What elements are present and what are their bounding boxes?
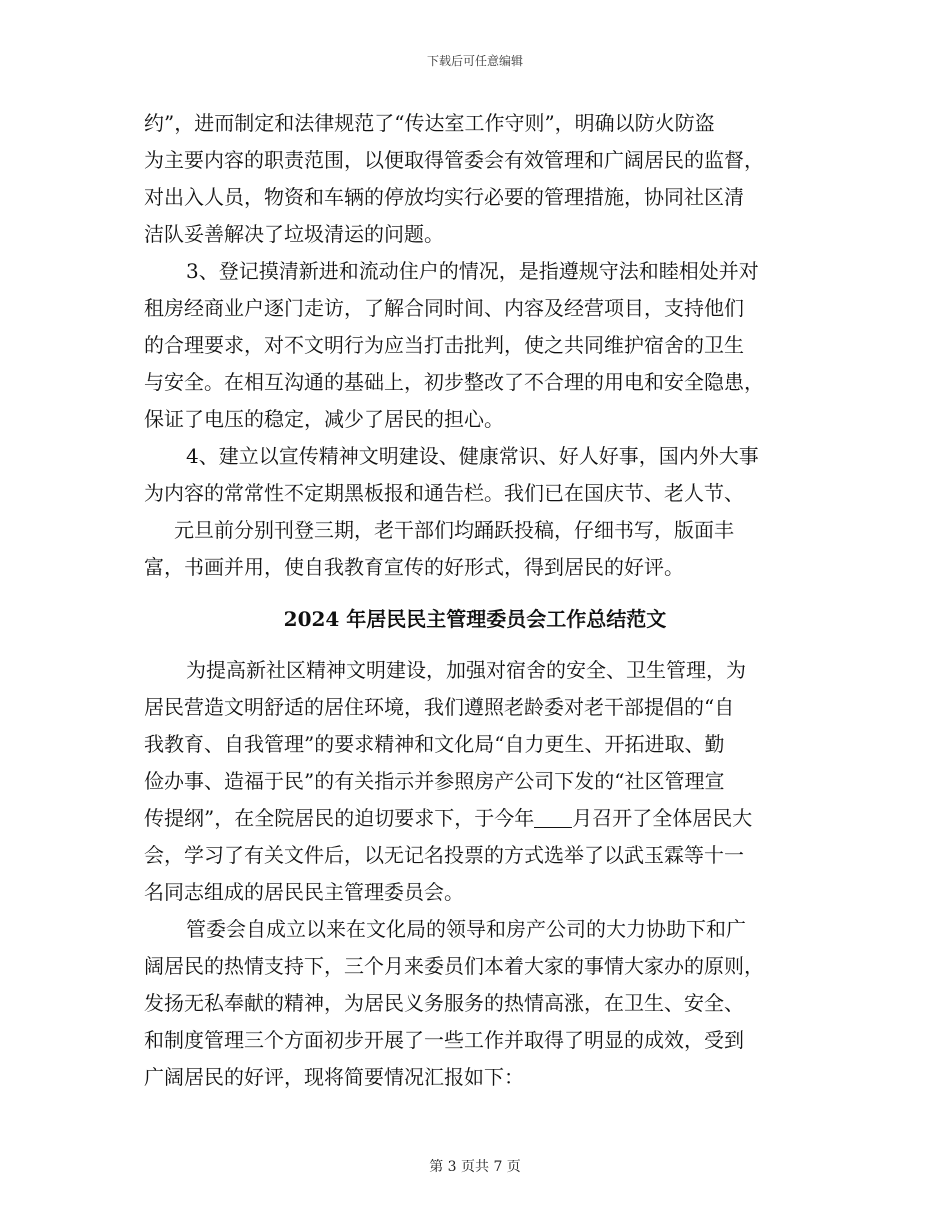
paragraph-line: 保证了电压的稳定，减少了居民的担心。 [144, 407, 504, 431]
fill-in-blank [534, 807, 572, 828]
paragraph-line: 为内容的常常性不定期黑板报和通告栏。我们已在国庆节、老人节、 [144, 481, 744, 505]
paragraph-line: 会，学习了有关文件后，以无记名投票的方式选举了以武玉霖等十一 [144, 843, 744, 867]
paragraph-line: 洁队妥善解决了垃圾清运的问题。 [144, 222, 444, 246]
line-text-end: 月召开了全体居民大 [572, 806, 753, 830]
paragraph-line: 俭办事、造福于民”的有关指示并参照房产公司下发的“社区管理宣 [144, 769, 725, 793]
paragraph-line: 为提高新社区精神文明建设，加强对宿舍的安全、卫生管理，为 [186, 658, 746, 682]
line-text-start: 传提纲”，在全院居民的迫切要求下，于今年 [144, 806, 535, 830]
paragraph-line: 广阔居民的好评，现将简要情况汇报如下： [144, 1065, 524, 1089]
paragraph-line: 租房经商业户逐门走访，了解合同时间、内容及经营项目，支持他们 [144, 296, 744, 320]
page-header: 下载后可任意编辑 [426, 54, 523, 68]
paragraph-line: 为主要内容的职责范围，以便取得管委会有效管理和广阔居民的监督， [144, 148, 764, 172]
paragraph-line: 4、建立以宣传精神文明建设、健康常识、好人好事，国内外大事 [186, 444, 759, 468]
section-title: 2024 年居民民主管理委员会工作总结范文 [283, 607, 667, 631]
paragraph-line: 元旦前分别刊登三期，老干部们均踊跃投稿，仔细书写，版面丰 [174, 518, 734, 542]
paragraph-line: 名同志组成的居民民主管理委员会。 [144, 880, 464, 904]
paragraph-line: 我教育、自我管理”的要求精神和文化局“自力更生、开拓进取、勤 [144, 732, 725, 756]
paragraph-line: 3、登记摸清新进和流动住户的情况，是指遵规守法和睦相处并对 [186, 259, 759, 283]
paragraph-line: 与安全。在相互沟通的基础上，初步整改了不合理的用电和安全隐患， [144, 370, 764, 394]
page-footer: 第 3 页共 7 页 [429, 1159, 521, 1175]
paragraph-line [144, 805, 752, 831]
paragraph-line: 对出入人员，物资和车辆的停放均实行必要的管理措施，协同社区清 [144, 185, 744, 209]
paragraph-line: 居民营造文明舒适的居住环境，我们遵照老龄委对老干部提倡的“自 [144, 695, 735, 719]
paragraph-line: 和制度管理三个方面初步开展了一些工作并取得了明显的成效，受到 [144, 1028, 744, 1052]
paragraph-line: 的合理要求，对不文明行为应当打击批判，使之共同维护宿舍的卫生 [144, 333, 744, 357]
paragraph-line: 发扬无私奉献的精神，为居民义务服务的热情高涨，在卫生、安全、 [144, 991, 744, 1015]
paragraph-line: 约”，进而制定和法律规范了“传达室工作守则”，明确以防火防盗 [144, 111, 715, 135]
paragraph-line: 管委会自成立以来在文化局的领导和房产公司的大力协助下和广 [186, 917, 746, 941]
paragraph-line: 阔居民的热情支持下，三个月来委员们本着大家的事情大家办的原则， [144, 954, 764, 978]
paragraph-line: 富，书画并用，使自我教育宣传的好形式，得到居民的好评。 [144, 555, 684, 579]
